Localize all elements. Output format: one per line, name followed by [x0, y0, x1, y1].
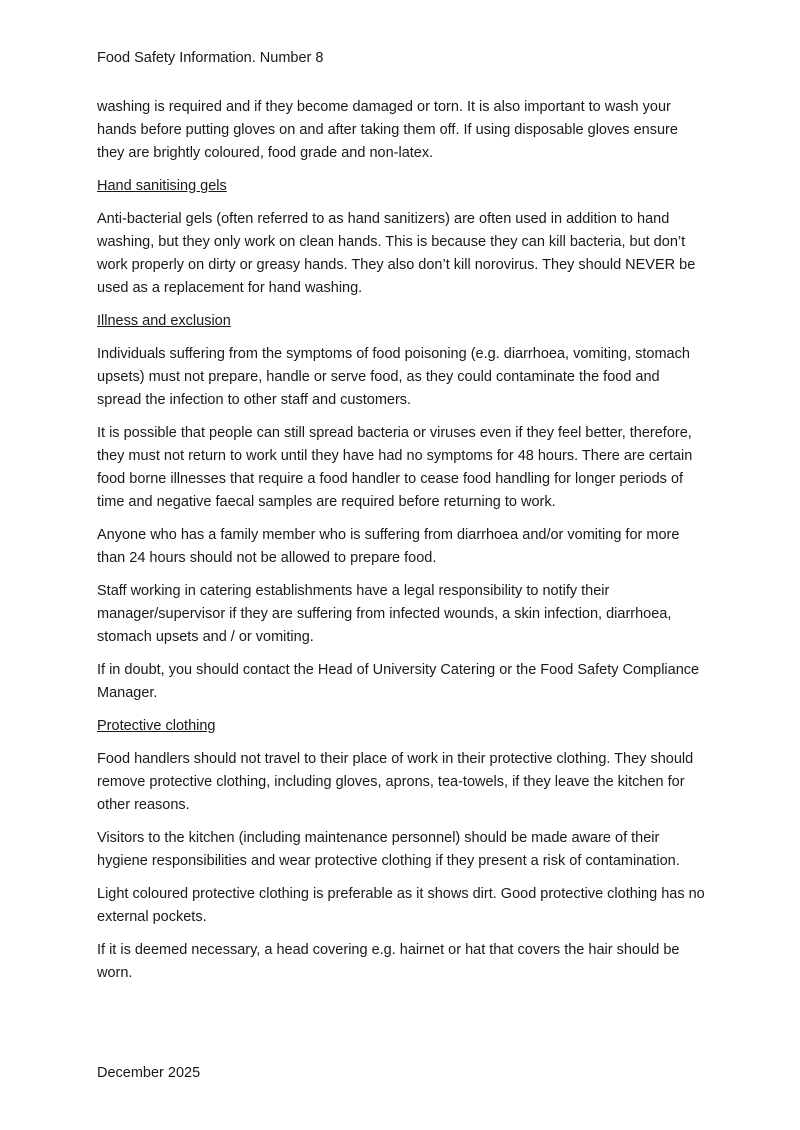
clothing-paragraph-2: Visitors to the kitchen (including maintenance personnel) should be made aware of their hygiene responsibilities and wear protective clothing if they present a risk of contamination.	[97, 830, 680, 869]
page-header: Food Safety Information. Number 8	[97, 50, 324, 66]
intro-paragraph: washing is required and if they become damaged or torn. It is also important to wash your hands before putting gloves on and after taking them off. If using disposable gloves ensure they are brightly coloured, food grade and non-latex.	[97, 99, 678, 161]
clothing-paragraph-1: Food handlers should not travel to their place of work in their protective clothing. They should remove protective clothing, including gloves, aprons, tea-towels, if they leave the kitchen for other reasons.	[97, 751, 694, 813]
clothing-paragraph-4: If it is deemed necessary, a head covering e.g. hairnet or hat that covers the hair should be worn.	[97, 942, 680, 981]
illness-paragraph-4: Staff working in catering establishments have a legal responsibility to notify their manager/supervisor if they are suffering from infected wounds, a skin infection, diarrhoea, stomach upsets and / or vomiting.	[97, 583, 672, 645]
page-footer-date: December 2025	[97, 1065, 201, 1081]
section-heading-hand-sanitising-gels: Hand sanitising gels	[97, 178, 227, 194]
section-heading-illness-exclusion: Illness and exclusion	[97, 313, 231, 329]
illness-paragraph-1: Individuals suffering from the symptoms of food poisoning (e.g. diarrhoea, vomiting, stomach upsets) must not prepare, handle or serve food, as they could contaminate the food and spread the infection to other staff and customers.	[97, 346, 690, 408]
gels-paragraph: Anti-bacterial gels (often referred to as hand sanitizers) are often used in addition to hand washing, but they only work on clean hands. This is because they can kill bacteria, but don’t work properly on dirty or greasy hands. They also don’t kill norovirus. They should NEVER be used as a replacement for hand washing.	[97, 211, 696, 296]
document-body	[97, 96, 707, 995]
section-heading-protective-clothing: Protective clothing	[97, 718, 216, 734]
illness-paragraph-5: If in doubt, you should contact the Head of University Catering or the Food Safety Compliance Manager.	[97, 662, 700, 701]
illness-paragraph-2: It is possible that people can still spread bacteria or viruses even if they feel better, therefore, they must not return to work until they have had no symptoms for 48 hours. There are certain food borne illnesses that require a food handler to cease food handling for longer periods of time and negative faecal samples are required before returning to work.	[97, 425, 693, 510]
illness-paragraph-3: Anyone who has a family member who is suffering from diarrhoea and/or vomiting for more than 24 hours should not be allowed to prepare food.	[97, 527, 680, 566]
clothing-paragraph-3: Light coloured protective clothing is preferable as it shows dirt. Good protective clothing has no external pockets.	[97, 886, 705, 925]
